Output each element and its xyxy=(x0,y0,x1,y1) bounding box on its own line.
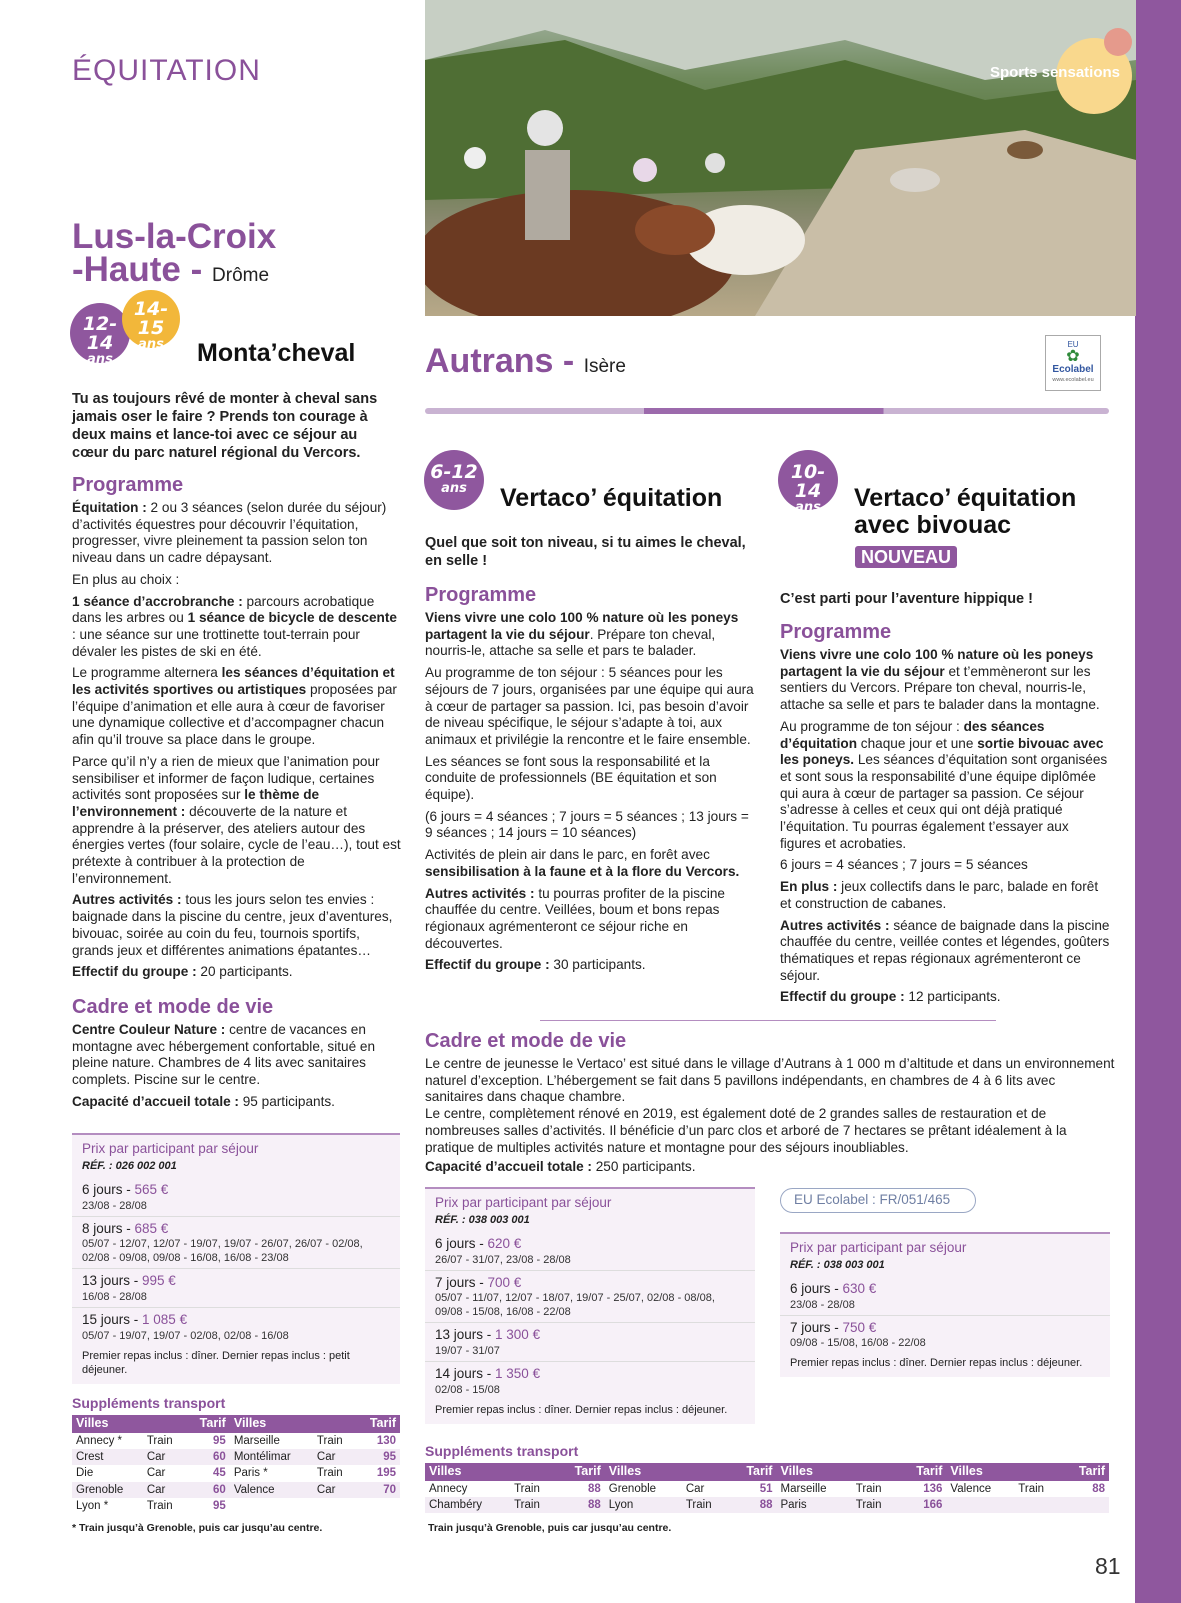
cadre-para-3: Capacité d’accueil totale : 250 participants. xyxy=(425,1159,696,1175)
table-row: Grenoble Car 60 Valence Car 70 xyxy=(72,1482,400,1498)
town-name: Lus-la-Croix xyxy=(72,217,277,256)
region-name: Drôme xyxy=(212,265,270,286)
price-row: 6 jours - 630 € 23/08 - 28/08 xyxy=(780,1277,1110,1316)
table-row: Die Car 45 Paris * Train 195 xyxy=(76,1467,396,1480)
prog-para-1: Viens vivre une colo 100 % nature où les poneys partagent la vie du séjour. Prépare ton cheval, nourris-le, attache sa selle et pars te balader. xyxy=(425,610,739,659)
price-row: 6 jours - 565 € 23/08 - 28/08 xyxy=(72,1178,400,1217)
right-transport-heading: Suppléments transport xyxy=(425,1443,579,1459)
price-footnote: Premier repas inclus : dîner. Dernier repas inclus : déjeuner. xyxy=(435,1404,728,1417)
region-name: Isère xyxy=(583,356,626,377)
vertaco-intro: Quel que soit ton niveau, si tu aimes le cheval, en selle ! xyxy=(425,535,746,569)
left-transport-heading: Suppléments transport xyxy=(72,1395,226,1411)
cadre-para-2: Capacité d’accueil totale : 95 participants. xyxy=(72,1093,335,1109)
price-ref: RÉF. : 038 003 001 xyxy=(435,1213,530,1226)
section-title: ÉQUITATION xyxy=(72,54,261,87)
left-programme xyxy=(72,473,402,1116)
prog-para-5: Activités de plein air dans le parc, en forêt avec sensibilisation à la faune et à la flore du Vercors. xyxy=(425,847,740,879)
left-price-box xyxy=(72,1133,400,1384)
prog-para-3: 1 séance d’accrobranche : parcours acrobatique dans les arbres ou 1 séance de bicycle de descente : une séance sur une trottinette tout-terrain pour dévaler les pistes de ski en été. xyxy=(72,593,397,659)
prog-para-7: Effectif du groupe : 30 participants. xyxy=(425,957,646,973)
price-ref: RÉF. : 038 003 001 xyxy=(790,1258,885,1271)
left-transport-table: Villes Tarif Villes Tarif Annecy * Train 95 Marseille Train 130 Crest Car 60 Montélimar Car 95 Die Car 45 Paris * Train 195 Grenoble Car 60 Valence Car 70 Lyon * Train 95 xyxy=(72,1415,400,1515)
prog-para-3: 6 jours = 4 séances ; 7 jours = 5 séances xyxy=(780,857,1028,873)
cadre-heading: Cadre et mode de vie xyxy=(72,995,274,1018)
price-row: 7 jours - 700 € 05/07 - 11/07, 12/07 - 18/07, 19/07 - 25/07, 02/08 - 08/08, 09/08 - 15/08, 16/08 - 22/08 xyxy=(425,1271,755,1324)
prog-para-2: Au programme de ton séjour : 5 séances pour les séjours de 7 jours, organisées par une équipe qui aura à cœur de partager sa passion. Ici, pas besoin d’avoir de niveau spécifique, le séjour s’adapte à toi, aux animaux et privilégie la rencontre et le faire ensemble. xyxy=(425,665,754,747)
autrans-cadre xyxy=(425,1029,1115,1181)
horses-illustration xyxy=(425,0,1136,316)
prog-para-7: Effectif du groupe : 20 participants. xyxy=(72,964,293,980)
price-row: 13 jours - 1 300 € 19/07 - 31/07 xyxy=(425,1323,755,1362)
cadre-heading: Cadre et mode de vie xyxy=(425,1030,627,1052)
prog-para-6: Autres activités : tu pourras profiter de la piscine chauffée du centre. Veillées, boum et bons repas régionaux agrémenteront ce séjour riche en découvertes. xyxy=(425,885,725,951)
prog-para-2: En plus au choix : xyxy=(72,571,180,587)
price-heading: Prix par participant par séjour xyxy=(82,1141,259,1156)
stay-title-vertaco: Vertaco’ équitation xyxy=(500,484,723,512)
side-color-band xyxy=(1135,0,1181,1603)
table-row: Annecy Train 88 Grenoble Car 51 Marseille Train 136 Valence Train 88 xyxy=(429,1482,1105,1495)
cadre-para-1: Centre Couleur Nature : centre de vacances en montagne avec hébergement confortable, situé en pleine nature. Chambres de 4 lits avec sanitaires complets. Piscine sur le centre. xyxy=(72,1021,376,1088)
right-transport-table: Villes Tarif Villes Tarif Villes Tarif Villes Tarif Annecy Train 88 Grenoble Car 51 Marseille Train 136 Valence Train 88 Chambéry Train 88 Lyon Train 88 Paris Train 166 xyxy=(425,1463,1109,1513)
section-divider xyxy=(425,408,1109,414)
programme-heading: Programme xyxy=(72,474,184,496)
price-row: 7 jours - 750 € 09/08 - 15/08, 16/08 - 22/08 xyxy=(790,1319,926,1350)
sports-badge-label: Sports sensations xyxy=(989,64,1120,81)
cadre-divider xyxy=(540,1020,996,1021)
nouveau-badge: NOUVEAU xyxy=(855,546,957,568)
prog-para-2: Au programme de ton séjour : des séances d’équitation chaque jour et une sortie bivouac avec les poneys. Les séances d’équitation sont organisées et sont sous la responsabilité d’une équipe diplômée qui aura à cœur de partager sa passion. Ce séjour s’adresse à celles et ceux qui ont déjà pratiqué l’équitation. Tu pourras également t’essayer aux figures et acrobaties. xyxy=(780,718,1108,851)
autrans-header: Autrans - Isère xyxy=(425,342,626,380)
price-row: 14 jours - 1 350 € 02/08 - 15/08 xyxy=(435,1366,541,1397)
price-footnote: Premier repas inclus : dîner. Dernier repas inclus : déjeuner. xyxy=(790,1357,1083,1370)
flower-icon: ✿ xyxy=(1066,348,1080,365)
price-ref: RÉF. : 026 002 001 xyxy=(82,1159,177,1172)
vertaco-programme xyxy=(425,583,760,979)
prog-para-4: Le programme alternera les séances d’équitation et les activités sportives ou artistiques proposées par l’équipe d’animation et elle aura à cœur de favoriser une dynamique collective et d’accompagner chacun afin qu’il trouve sa place dans le groupe. xyxy=(72,665,397,748)
prog-para-4: (6 jours = 4 séances ; 7 jours = 5 séances ; 13 jours = 9 séances ; 14 jours = 10 séances) xyxy=(425,808,749,841)
cadre-para-2: Le centre, complètement rénové en 2019, est également doté de 2 grandes salles de restauration et de nombreuses salles d’activités. Il bénéficie d’un parc clos et arboré de 7 hectares se prêtant idéalement à la pratique de multiples activités nature et montagne pour des séjours inoubliables. xyxy=(425,1106,1067,1155)
price-heading: Prix par participant par séjour xyxy=(790,1240,967,1255)
table-row: Chambéry Train 88 Lyon Train 88 Paris Train 166 xyxy=(425,1497,1109,1513)
sports-badge-dot xyxy=(1104,28,1132,56)
prog-para-6: Effectif du groupe : 12 participants. xyxy=(780,989,1001,1005)
prog-para-4: En plus : jeux collectifs dans le parc, balade en forêt et construction de cabanes. xyxy=(780,879,1099,911)
programme-heading: Programme xyxy=(780,621,892,643)
age-badge-14-15: 14-15 ans xyxy=(122,290,180,348)
left-intro: Tu as toujours rêvé de monter à cheval sans jamais oser le faire ? Prends ton courage à deux mains et lance-toi avec ce séjour au cœur du parc naturel régional du Vercors. xyxy=(72,391,378,461)
ecolabel-logo: EU ✿ Ecolabel www.ecolabel.eu xyxy=(1045,335,1101,391)
prog-para-5: Autres activités : séance de baignade dans la piscine chauffée du centre, veillée contes et légendes, goûters thématiques et repas régionaux agrémenteront ce séjour. xyxy=(780,917,1110,983)
table-row: Lyon * Train 95 xyxy=(76,1500,226,1513)
town-name-2: -Haute - Drôme xyxy=(72,250,270,289)
table-row: Crest Car 60 Montélimar Car 95 xyxy=(72,1449,400,1465)
bivouac-programme xyxy=(780,620,1110,1011)
price-row: 6 jours - 620 € 26/07 - 31/07, 23/08 - 28/08 xyxy=(425,1232,755,1271)
age-badge-10-14: 10-14 ans xyxy=(778,450,838,510)
bivouac-intro: C’est parti pour l’aventure hippique ! xyxy=(780,591,1033,607)
price-row: 13 jours - 995 € 16/08 - 28/08 xyxy=(72,1269,400,1308)
page-number: 81 xyxy=(1095,1553,1121,1579)
stay-title: Monta’cheval xyxy=(197,339,356,367)
prog-para-5: Parce qu’il n’y a rien de mieux que l’animation pour sensibiliser et informer de façon ludique, certaines activités sont proposées sur le thème de l’environnement : découverte de la nature et apprendre à la préserver, des ateliers autour des énergies vertes (four solaire, cycle de l’eau…), tout est prétexte à contribuer à la protection de l’environnement. xyxy=(72,753,401,886)
age-badge-6-12: 6-12 ans xyxy=(424,450,484,510)
left-header xyxy=(72,217,402,292)
prog-para-3: Les séances se font sous la responsabilité et la conduite de professionnels (BE équitation et son équipe). xyxy=(425,753,717,803)
right-transport-note: Train jusqu’à Grenoble, puis car jusqu’au centre. xyxy=(428,1522,672,1534)
programme-heading: Programme xyxy=(425,584,537,606)
prog-para-1: Équitation : 2 ou 3 séances (selon durée du séjour) d’activités équestres pour découvrir l’équitation, progresser, vivre pleinement ta passion selon ton niveau dans un cadre dépaysant. xyxy=(72,500,387,566)
table-row: Annecy * Train 95 Marseille Train 130 xyxy=(76,1434,396,1447)
price-row: 8 jours - 685 € 05/07 - 12/07, 12/07 - 19/07, 19/07 - 26/07, 26/07 - 02/08, 02/08 - 09/08, 09/08 - 16/08, 16/08 - 23/08 xyxy=(72,1217,400,1270)
left-transport-note: * Train jusqu’à Grenoble, puis car jusqu’au centre. xyxy=(72,1522,323,1534)
prog-para-1: Viens vivre une colo 100 % nature où les poneys partagent la vie du séjour et t’emmèneront sur les sentiers du Vercors. Prépare ton cheval, nourris-le, attache sa selle et pars te balader dans la montagne. xyxy=(780,647,1100,713)
prog-para-6: Autres activités : tous les jours selon tes envies : baignade dans la piscine du centre, jeux d’aventures, bivouac, soirée au coin du feu, tournois sportifs, grands jeux et différentes animations épatantes… xyxy=(72,892,393,958)
vertaco-price-box xyxy=(425,1187,755,1424)
price-heading: Prix par participant par séjour xyxy=(435,1195,612,1210)
price-row: 15 jours - 1 085 € 05/07 - 19/07, 19/07 - 02/08, 02/08 - 16/08 xyxy=(82,1312,289,1343)
age-badge-12-14: 12-14 ans xyxy=(70,303,130,363)
ecolabel-id-pill: EU Ecolabel : FR/051/465 xyxy=(780,1188,976,1213)
price-footnote: Premier repas inclus : dîner. Dernier repas inclus : petit déjeuner. xyxy=(82,1350,350,1376)
riding-photo xyxy=(425,0,1136,316)
stay-title-bivouac: Vertaco’ équitation avec bivouac xyxy=(854,484,1077,539)
cadre-para-1: Le centre de jeunesse le Vertaco’ est situé dans le village d’Autrans à 1 000 m d’altitude et dans un environnement naturel d’exception. L’hébergement se fait dans 5 pavillons indépendants, en chambres de 4 à 6 lits avec sanitaires dans chaque chambre. xyxy=(425,1056,1115,1105)
bivouac-price-box xyxy=(780,1232,1110,1377)
